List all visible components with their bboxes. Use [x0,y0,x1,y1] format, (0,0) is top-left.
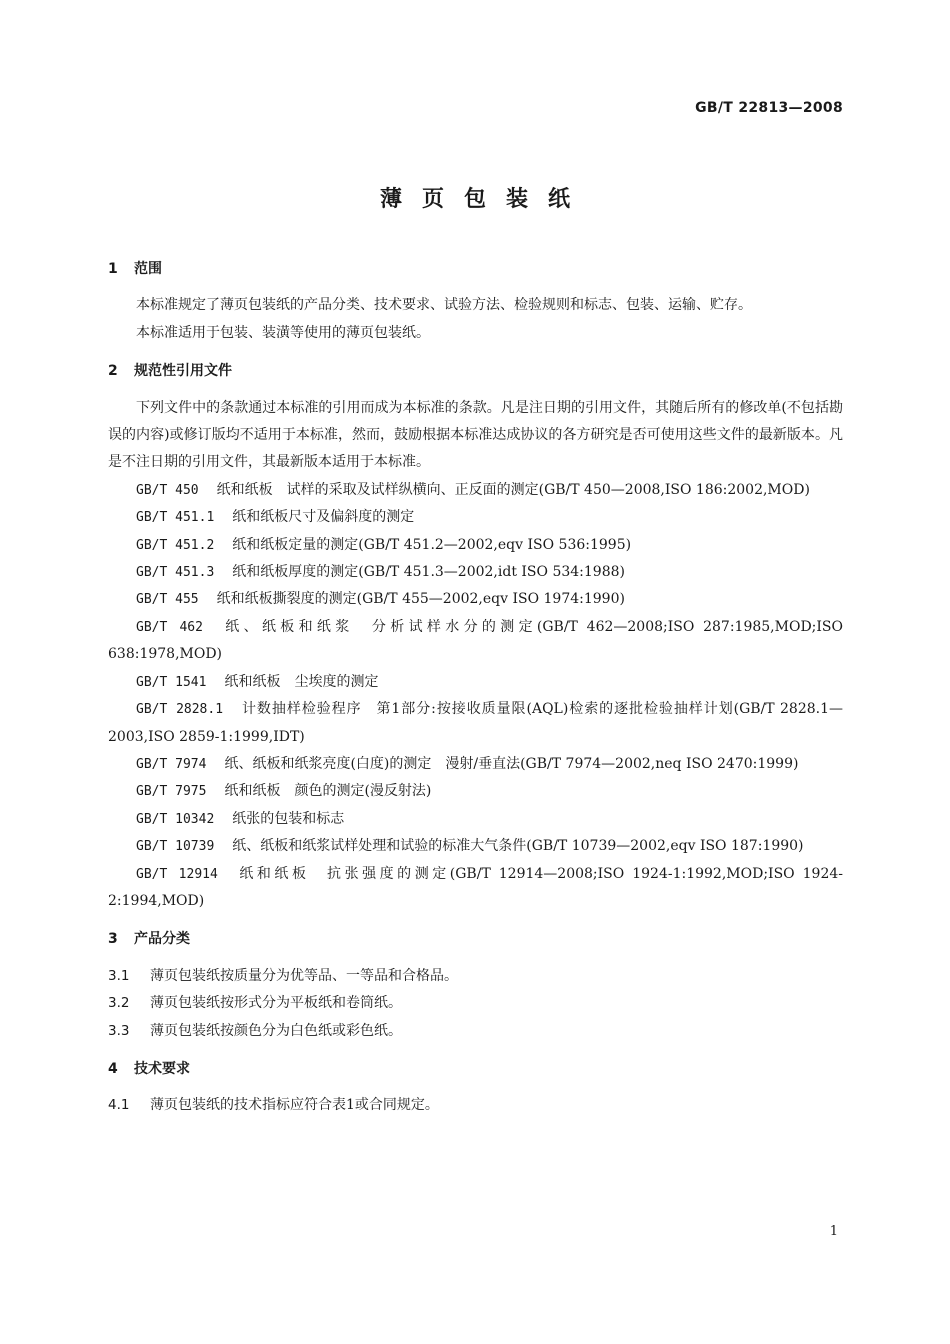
section-heading-1: 1 范围 [108,261,162,277]
paragraph: 下列文件中的条款通过本标准的引用而成为本标准的条款。凡是注日期的引用文件，其随后所有的修改单(不包括勘误的内容)或修订版均不适用于本标准，然而，鼓励根据本标准达成协议的各方研究是否可使用这些文件的最新版本。凡是不注日期的引用文件，其最新版本适用于本标准。 [108,399,843,471]
clause: 4.1 薄页包装纸的技术指标应符合表1或合同规定。 [108,1097,439,1114]
reference-item: GB/T 450 纸和纸板 试样的采取及试样纵横向、正反面的测定(GB/T 450—2008,ISO 186:2002,MOD) [136,481,810,498]
reference-item: GB/T 2828.1 计数抽样检验程序 第1部分:按接收质量限(AQL)检索的逐批检验抽样计划(GB/T 2828.1—2003,ISO 2859-1:1999,IDT) [108,701,844,745]
reference-item: GB/T 7975 纸和纸板 颜色的测定(漫反射法) [136,783,432,800]
document-title: 薄页包装纸 [379,187,590,212]
reference-item: GB/T 451.2 纸和纸板定量的测定(GB/T 451.2—2002,eqv ISO 536:1995) [136,536,632,553]
reference-item: GB/T 7974 纸、纸板和纸浆亮度(白度)的测定 漫射/垂直法(GB/T 7974—2002,neq ISO 2470:1999) [136,755,799,772]
reference-item: GB/T 451.3 纸和纸板厚度的测定(GB/T 451.3—2002,idt ISO 534:1988) [136,564,625,581]
reference-item: GB/T 455 纸和纸板撕裂度的测定(GB/T 455—2002,eqv ISO 1974:1990) [136,591,625,608]
reference-item: GB/T 451.1 纸和纸板尺寸及偏斜度的测定 [136,509,415,526]
clause: 3.1 薄页包装纸按质量分为优等品、一等品和合格品。 [108,967,458,984]
reference-item: GB/T 1541 纸和纸板 尘埃度的测定 [136,673,379,690]
section-heading-2: 2 规范性引用文件 [108,363,232,380]
document-body [108,256,843,1120]
paragraph: 本标准规定了薄页包装纸的产品分类、技术要求、试验方法、检验规则和标志、包装、运输、贮存。 [136,297,752,314]
section-heading-3: 3 产品分类 [108,931,190,948]
paragraph: 本标准适用于包装、装潢等使用的薄页包装纸。 [136,324,430,341]
reference-item: GB/T 10739 纸、纸板和纸浆试样处理和试验的标准大气条件(GB/T 10739—2002,eqv ISO 187:1990) [136,838,804,855]
section-heading-4: 4 技术要求 [108,1060,190,1077]
clause: 3.2 薄页包装纸按形式分为平板纸和卷筒纸。 [108,995,402,1012]
page-number: 1 [829,1224,838,1239]
reference-item: GB/T 462 纸、纸板和纸浆 分析试样水分的测定(GB/T 462—2008;ISO 287:1985,MOD;ISO 638:1978,MOD) [108,618,843,663]
clause: 3.3 薄页包装纸按颜色分为白色纸或彩色纸。 [108,1022,402,1039]
standard-number: GB/T 22813—2008 [695,100,843,116]
reference-item: GB/T 10342 纸张的包装和标志 [136,810,345,827]
reference-item: GB/T 12914 纸和纸板 抗张强度的测定(GB/T 12914—2008;ISO 1924-1:1992,MOD;ISO 1924-2:1994,MOD) [108,865,843,909]
